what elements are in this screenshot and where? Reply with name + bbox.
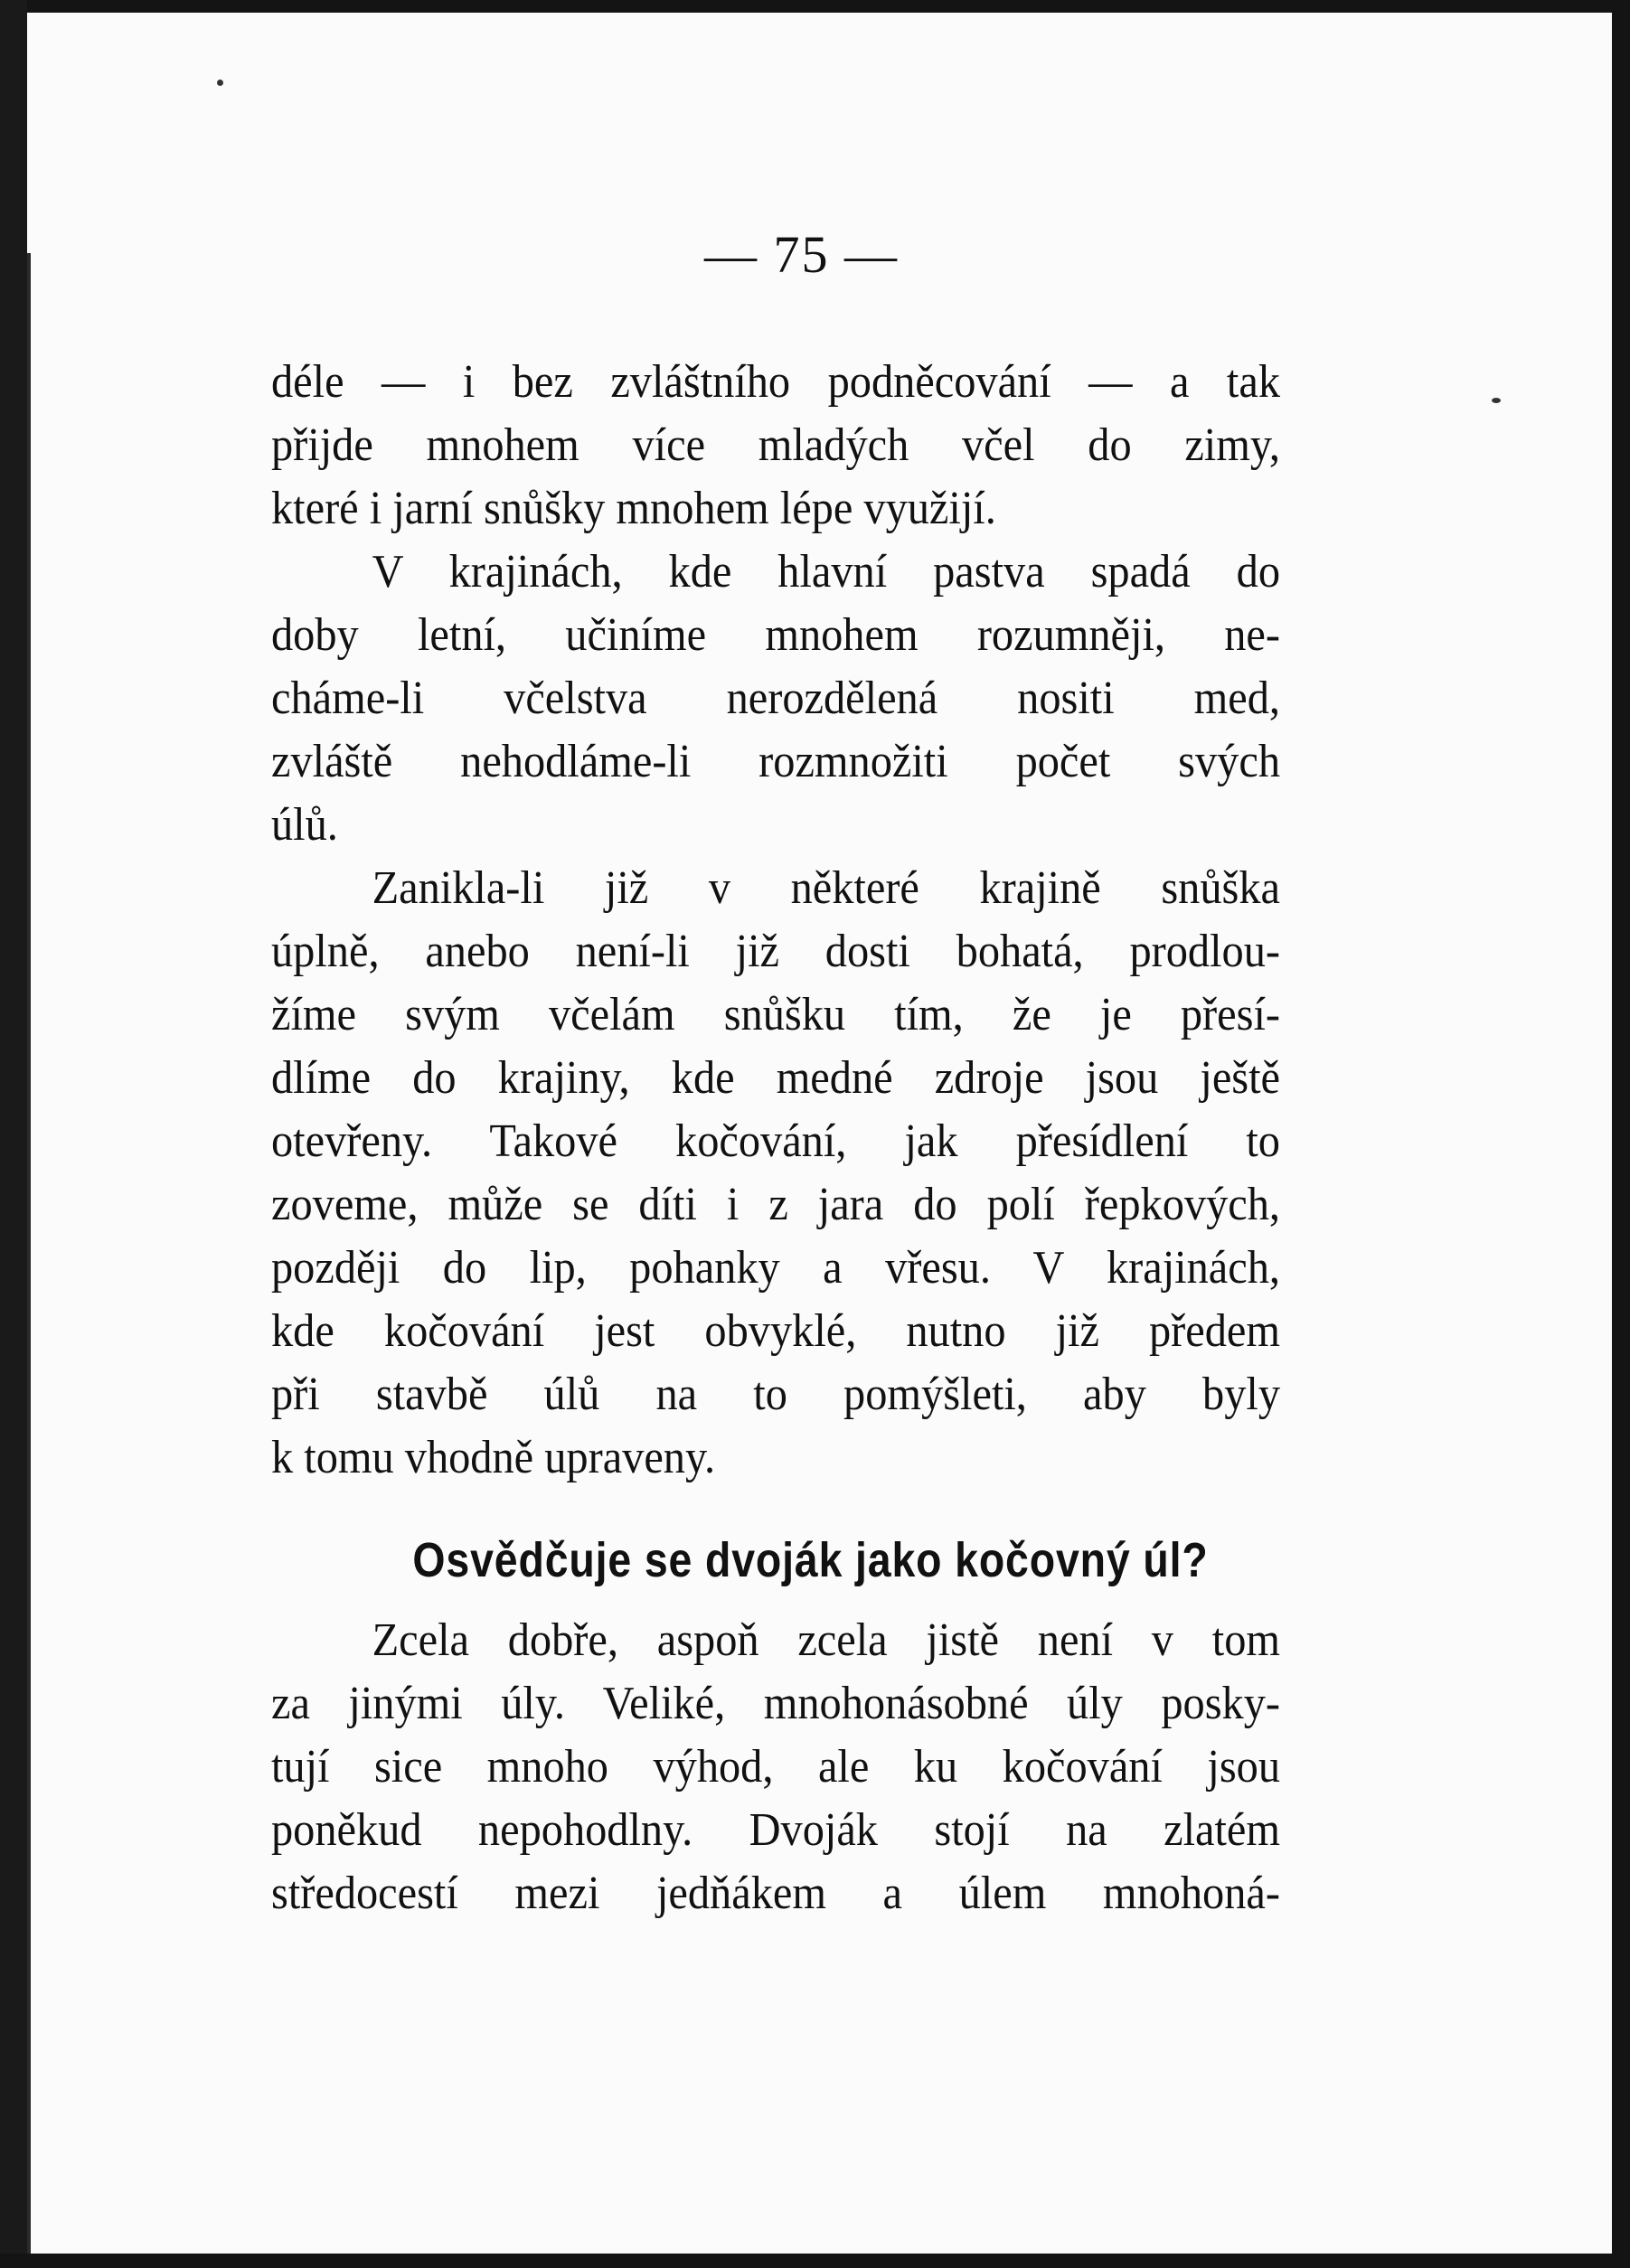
scan-border-right <box>1612 0 1630 2268</box>
paragraph <box>271 1609 1280 1925</box>
text-line: cháme-li včelstva nerozdělená nositi med, <box>271 673 1280 724</box>
text-line: při stavbě úlů na to pomýšleti, aby byly <box>271 1369 1280 1420</box>
text-line: později do lip, pohanky a vřesu. V krajinách, <box>271 1242 1280 1294</box>
text-line: dlíme do krajiny, kde medné zdroje jsou ještě <box>271 1052 1280 1104</box>
scan-border-top <box>0 0 1630 13</box>
text-line: otevřeny. Takové kočování, jak přesídlení to <box>271 1115 1280 1167</box>
text-line: Zanikla-li již v některé krajině snůška <box>372 862 1281 914</box>
text-line: déle — i bez zvláštního podněcování — a tak <box>271 356 1280 408</box>
paragraph <box>271 541 1280 857</box>
text-line: úplně, anebo není-li již dosti bohatá, prodlou- <box>271 926 1280 977</box>
text-line: doby letní, učiníme mnohem rozumněji, ne- <box>271 609 1280 661</box>
text-line: zvláště nehodláme-li rozmnožiti počet svých <box>271 736 1280 787</box>
text-line: středocestí mezi jedňákem a úlem mnohoná- <box>271 1868 1280 1919</box>
text-line: zoveme, může se díti i z jara do polí řepkových, <box>271 1179 1280 1230</box>
text-line: žíme svým včelám snůšku tím, že je přesí- <box>271 989 1280 1040</box>
text-line: poněkud nepohodlny. Dvoják stojí na zlatém <box>271 1804 1280 1856</box>
scan-border-left <box>0 0 27 2268</box>
text-line: přijde mnohem více mladých včel do zimy, <box>271 419 1280 471</box>
paragraph <box>271 857 1280 1490</box>
section-heading: Osvědčuje se dvoják jako kočovný úl? <box>412 1533 1209 1587</box>
text-line: úlů. <box>271 799 338 851</box>
text-line: které i jarní snůšky mnohem lépe využijí. <box>271 483 996 534</box>
body-text-top <box>271 351 1280 1490</box>
scan-speck <box>217 80 223 86</box>
page-number: — 75 — <box>704 225 899 284</box>
body-text-bottom <box>271 1609 1280 1925</box>
scan-speck <box>1492 398 1501 403</box>
scan-border-left-inner <box>27 253 31 2268</box>
text-line: kde kočování jest obvyklé, nutno již předem <box>271 1305 1280 1357</box>
text-line: V krajinách, kde hlavní pastva spadá do <box>372 546 1281 598</box>
paragraph <box>271 351 1280 541</box>
text-line: tují sice mnoho výhod, ale ku kočování jsou <box>271 1741 1280 1793</box>
text-line: za jinými úly. Veliké, mnohonásobné úly posky- <box>271 1678 1280 1729</box>
text-line: Zcela dobře, aspoň zcela jistě není v tom <box>372 1614 1281 1666</box>
scan-border-bottom <box>0 2254 1630 2268</box>
text-line: k tomu vhodně upraveny. <box>271 1432 716 1483</box>
